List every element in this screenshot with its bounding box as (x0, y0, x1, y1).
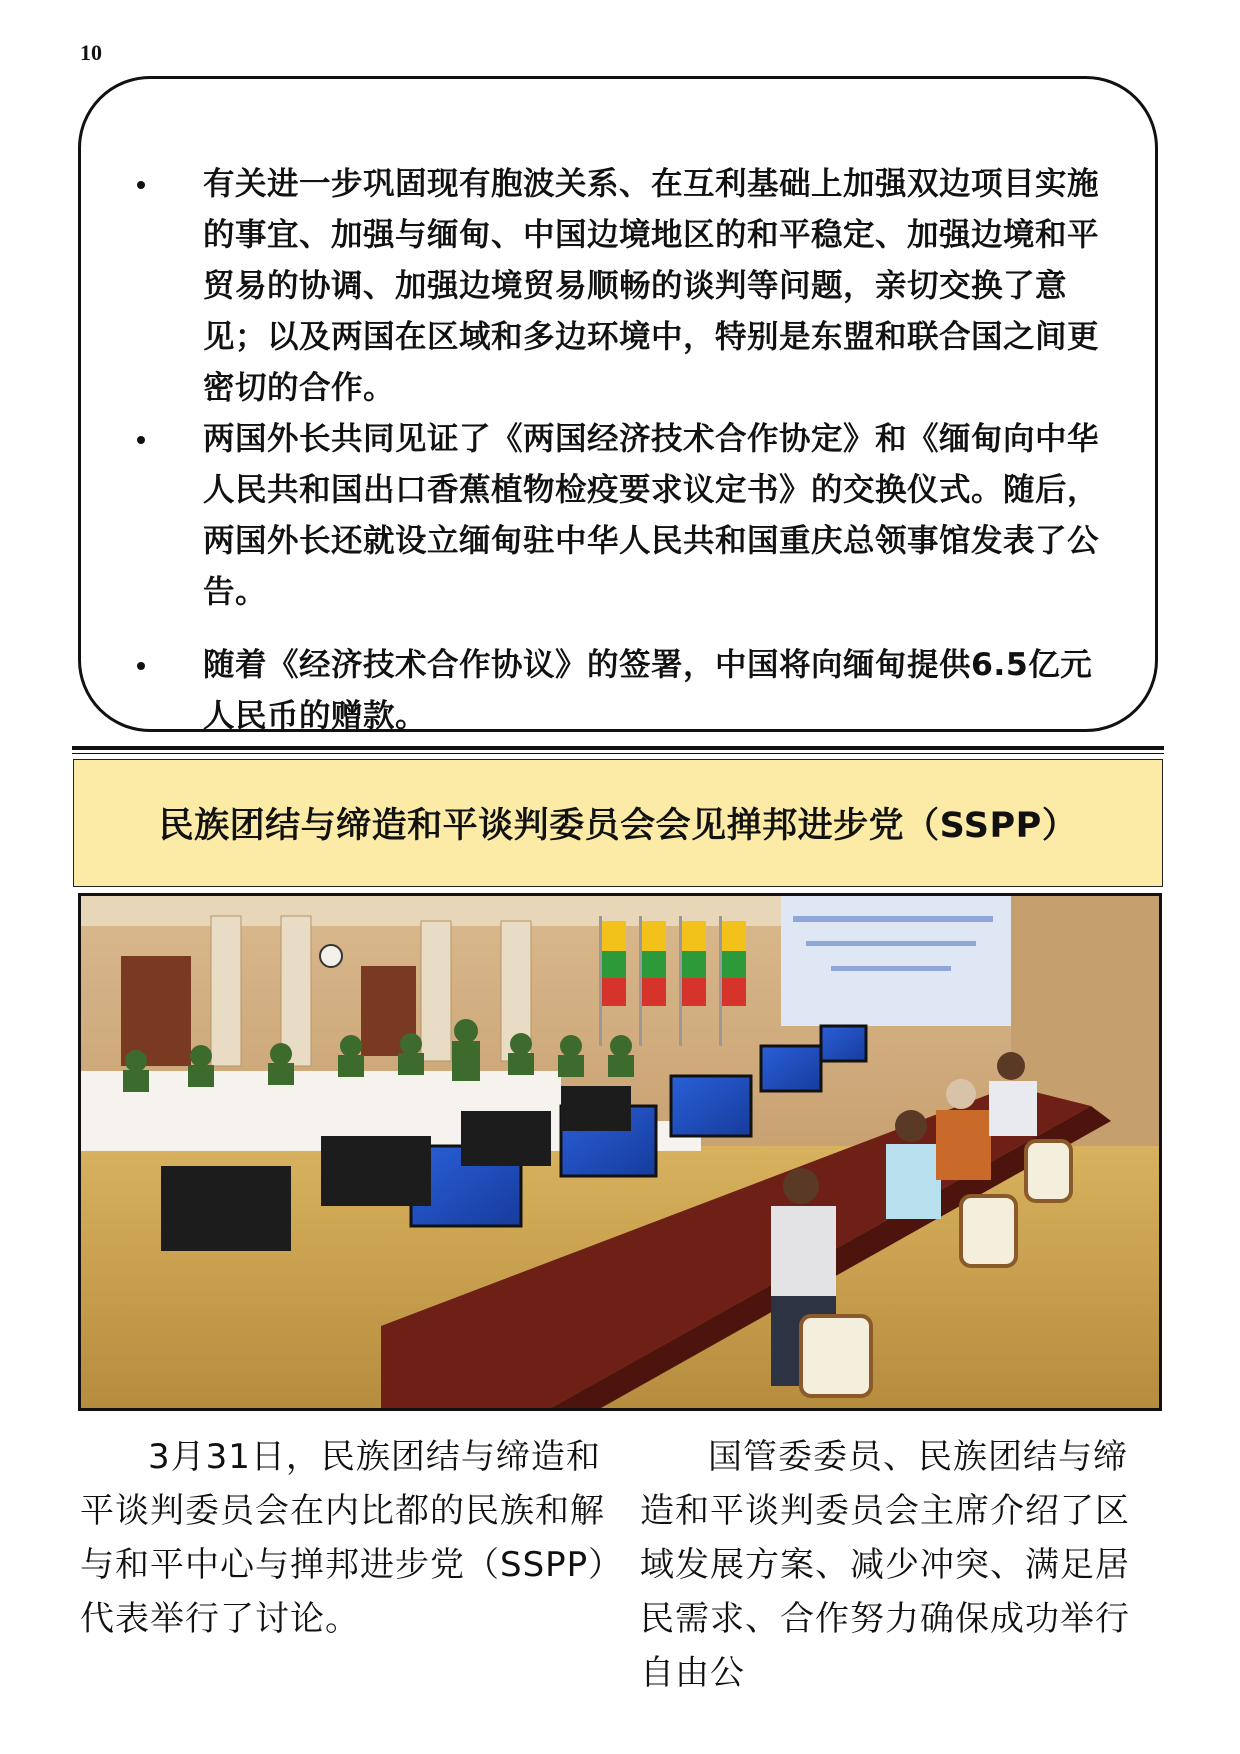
article-column-left (80, 1430, 608, 1646)
bullet-text: 两国外长共同见证了《两国经济技术合作协定》和《缅甸向中华人民共和国出口香蕉植物检疫要求议定书》的交换仪式。随后，两国外长还就设立缅甸驻中华人民共和国重庆总领事馆发表了公告。 (203, 421, 1100, 610)
bullet-item (109, 414, 1119, 618)
article-title: 民族团结与缔造和平谈判委员会会见掸邦进步党（SSPP） (158, 806, 1078, 846)
section-divider-thin (72, 753, 1164, 754)
bullet-item (109, 640, 1119, 742)
summary-box (78, 76, 1158, 732)
article-paragraph-right: 国管委委员、民族团结与缔造和平谈判委员会主席介绍了区域发展方案、减少冲突、满足居民需求、合作努力确保成功举行自由公 (640, 1437, 1130, 1693)
bullet-dot-icon (137, 181, 145, 189)
article-title-banner (73, 759, 1163, 887)
bullet-list (109, 159, 1119, 742)
article-paragraph-left: 3月31日，民族团结与缔造和平谈判委员会在内比都的民族和解与和平中心与掸邦进步党（SSPP）代表举行了讨论。 (80, 1437, 607, 1639)
page-number: 10 (80, 40, 102, 65)
bullet-text: 随着《经济技术合作协议》的签署，中国将向缅甸提供6.5亿元人民币的赠款。 (203, 647, 1093, 734)
meeting-photo-illustration (81, 896, 1159, 1408)
bullet-dot-icon (137, 436, 145, 444)
bullet-text: 有关进一步巩固现有胞波关系、在互利基础上加强双边项目实施的事宜、加强与缅甸、中国边境地区的和平稳定、加强边境和平贸易的协调、加强边境贸易顺畅的谈判等问题，亲切交换了意见；以及两国在区域和多边环境中，特别是东盟和联合国之间更密切的合作。 (203, 166, 1100, 406)
section-divider-thick (72, 746, 1164, 750)
bullet-dot-icon (137, 662, 145, 670)
bullet-item (109, 159, 1119, 414)
meeting-photo (78, 893, 1162, 1411)
article-column-right (640, 1430, 1160, 1700)
